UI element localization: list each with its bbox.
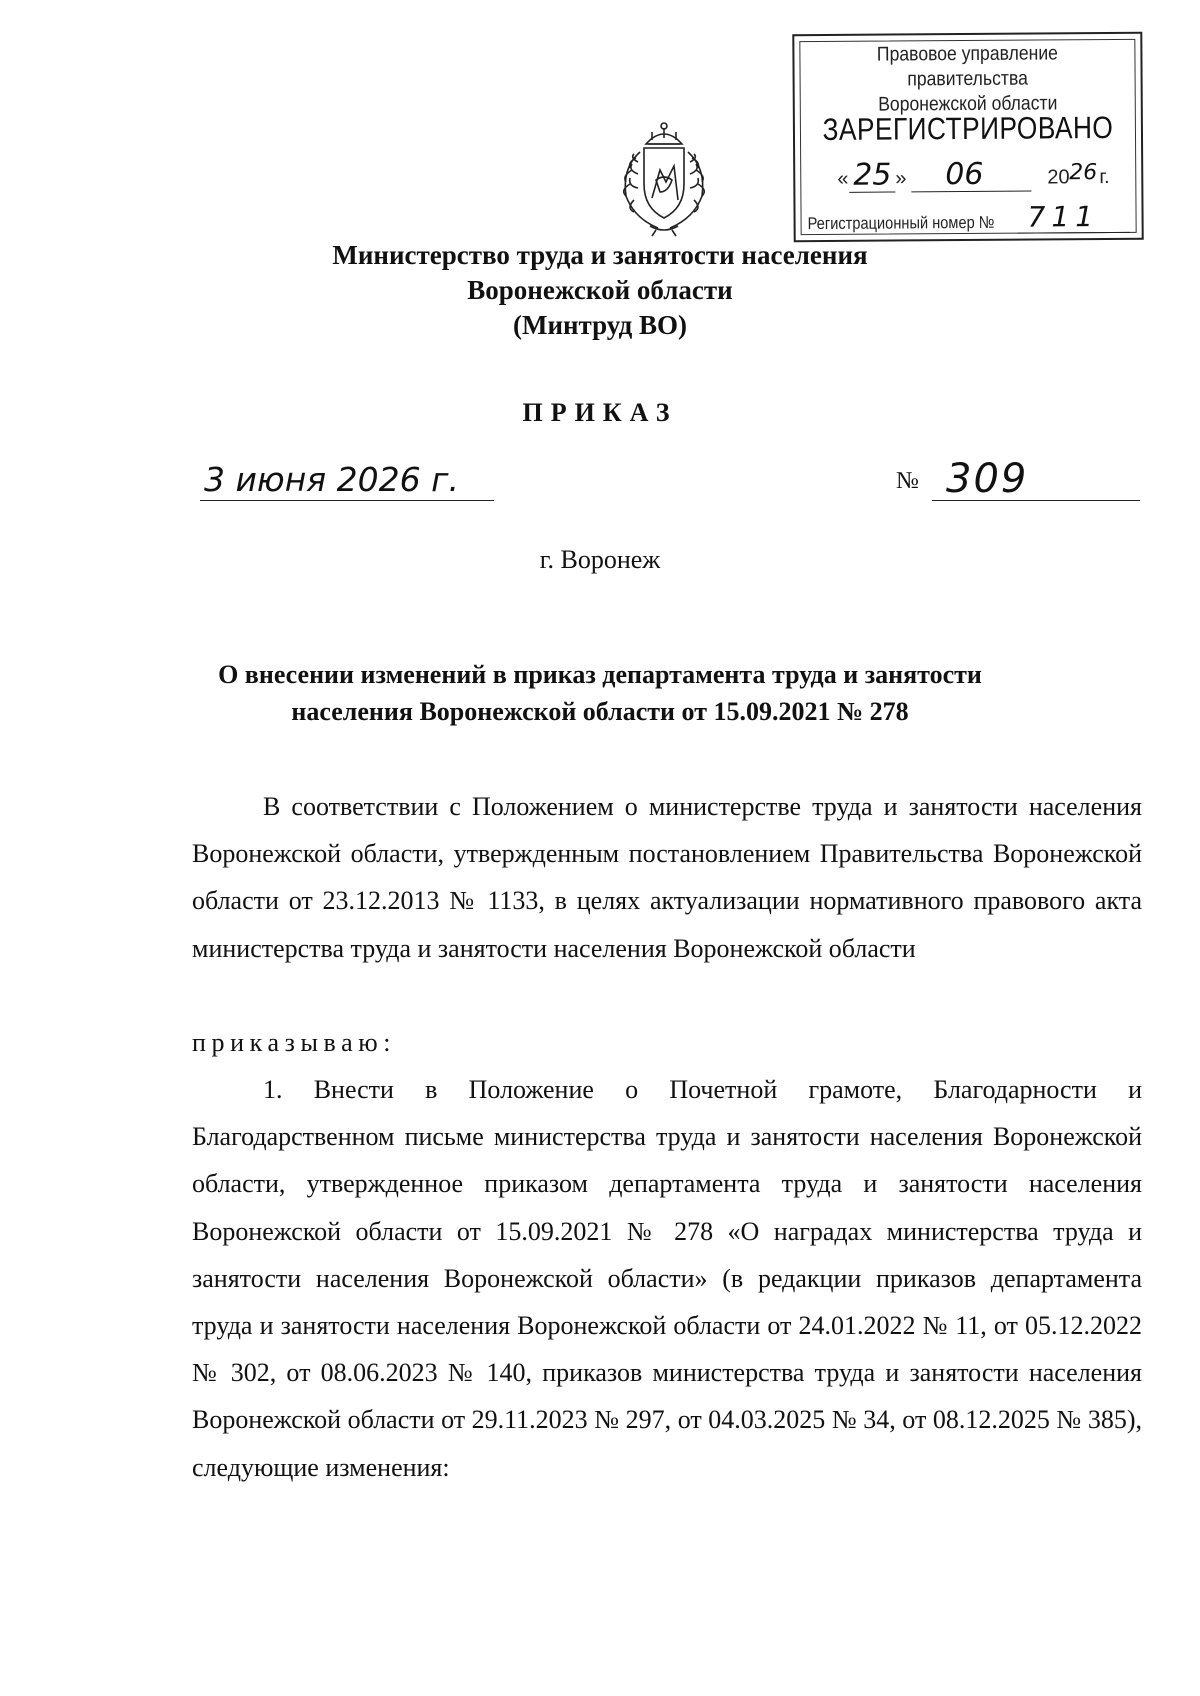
order-date-underline [200, 500, 494, 501]
order-title: ПРИКАЗ [522, 398, 678, 427]
registration-stamp [792, 32, 1143, 242]
stamp-date-day: 25 [853, 157, 892, 193]
stamp-date-open-quote: « [837, 167, 849, 190]
stamp-month-underline [911, 191, 1031, 193]
subject-line2: населения Воронежской области от 15.09.2021 № 278 [291, 697, 909, 726]
item-1-paragraph [192, 1066, 1142, 1491]
ministry-line1: Министерство труда и занятости населения [332, 240, 868, 270]
preamble-text: В соответствии с Положением о министерстве труда и занятости населения Воронежской области, утвержденным постановлением Правительства Воронежской области от 23.12.2013 № 1133, в целях актуализации нормативного правового акта министерства труда и занятости населения Воронежской области [192, 792, 1142, 963]
stamp-date-year-prefix: 20 [1047, 166, 1070, 189]
ministry-name [0, 238, 1200, 343]
order-word: приказываю: [192, 1028, 397, 1057]
stamp-date [835, 156, 1135, 198]
order-subject [0, 656, 1200, 730]
order-number-sign: № [896, 468, 919, 494]
stamp-org-line1: Правовое управление правительства [876, 42, 1059, 91]
stamp-org-line2: Воронежской области [878, 92, 1058, 116]
stamp-reg-number-label: Регистрационный номер № [807, 212, 995, 234]
stamp-reg-number: 711 [1027, 200, 1100, 234]
preamble-paragraph [192, 783, 1142, 972]
order-date [200, 458, 494, 506]
order-city: г. Воронеж [539, 545, 661, 574]
subject-line1: О внесении изменений в приказ департамента труда и занятости [218, 660, 982, 689]
stamp-registered-label: ЗАРЕГИСТРИРОВАНО [822, 109, 1114, 148]
ministry-line2: Воронежской области [467, 275, 733, 305]
item-1-text: 1. Внести в Положение о Почетной грамоте, Благодарности и Благодарственном письме министерства труда и занятости населения Воронежской области, утвержденное приказом департамента труда и занятости населения Воронежской области от 15.09.2021 № 278 «О наградах министерства труда и занятости населения Воронежской области» (в редакции приказов департамента труда и занятости населения Воронежской области от 24.01.2022 № 11, от 05.12.2022 № 302, от 08.06.2023 № 140, приказов министерства труда и занятости населения Воронежской области от 29.11.2023 № 297, от 04.03.2025 № 34, от 08.12.2025 № 385), следующие изменения: [192, 1075, 1142, 1482]
stamp-date-month: 06 [945, 156, 984, 193]
stamp-date-year-handwritten: 26 [1069, 160, 1098, 186]
stamp-day-underline [849, 192, 895, 193]
stamp-reg-number-underline [1018, 232, 1130, 234]
stamp-date-year-suffix: г. [1099, 166, 1110, 189]
order-number [896, 458, 1140, 506]
order-number-handwritten: 309 [946, 456, 1029, 502]
stamp-organization [815, 41, 1120, 118]
stamp-date-close-quote: » [895, 167, 907, 190]
voronezh-coat-of-arms-icon [608, 118, 720, 238]
ministry-line3: (Минтруд ВО) [512, 310, 688, 340]
order-date-handwritten: 3 июня 2026 г. [204, 460, 459, 499]
order-number-underline [932, 500, 1140, 501]
